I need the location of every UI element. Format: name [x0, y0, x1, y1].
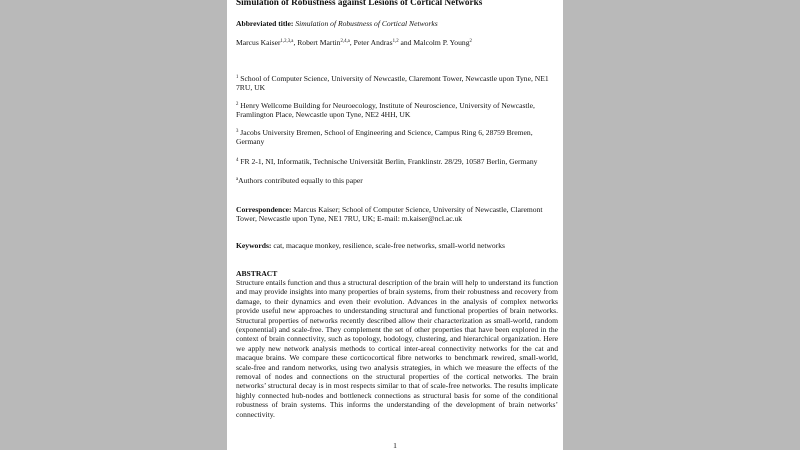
author-list [236, 38, 558, 47]
abstract-heading: ABSTRACT [236, 269, 278, 278]
keywords-text: cat, macaque monkey, resilience, scale-free networks, small-world networks [271, 241, 505, 250]
viewer-background-left [0, 0, 227, 450]
affiliation [236, 128, 558, 147]
author-separator: and [398, 38, 414, 47]
affiliation-mark: 1 [236, 75, 239, 80]
author-name: Robert Martin [297, 38, 341, 47]
affiliation [236, 74, 558, 93]
affiliation-text: Authors contributed equally to this paper [238, 176, 363, 185]
affiliation-text: FR 2-1, NI, Informatik, Technische Universität Berlin, Franklinstr. 28/29, 10587 Berlin, Germany [238, 157, 538, 166]
affiliation [236, 157, 558, 166]
affiliation-mark: a [236, 177, 239, 182]
abbreviated-title-label: Abbreviated title: [236, 19, 294, 28]
author-affiliation-mark: 1,2 [392, 39, 399, 44]
correspondence [236, 205, 558, 224]
abbreviated-title [236, 19, 558, 28]
author-affiliation-mark: 1,2,3,a [280, 39, 294, 44]
correspondence-label: Correspondence: [236, 205, 292, 214]
affiliation [236, 101, 558, 120]
author-name: Marcus Kaiser [236, 38, 281, 47]
page-number: 1 [393, 441, 397, 450]
author-name: Malcolm P. Young [413, 38, 470, 47]
paper-title: Simulation of Robustness against Lesions of Cortical Networks [236, 0, 483, 7]
abstract-body: Structure entails function and thus a structural description of the brain will help to understand its function and may provide insights into many properties of brain systems, from their robustness and recovery from damage, to their dynamics and even their evolution. Advances in the analysis of complex networks provide useful new approaches to understanding structural and functional properties of brain networks. Structural properties of networks recently described allow their characterization as small-world, random (exponential) and scale-free. They complement the set of other properties that have been explored in the context of brain connectivity, such as topology, hodology, clustering, and hierarchical organization. Here we apply new network analysis methods to cortical inter-areal connectivity networks for the cat and macaque brains. We compare these corticocortical fibre networks to benchmark rewired, small-world, scale-free and random networks, using two analysis strategies, in which we measure the effects of the removal of nodes and connections on the structural properties of the cortical networks. The brain networks’ structural decay is in most respects similar to that of scale-free networks. The results implicate highly connected hub-nodes and bottleneck connections as structural basis for some of the conditional robustness of brain systems. This informs the understanding of the development of brain networks’ connectivity. [236, 278, 558, 419]
abbreviated-title-value: Simulation of Robustness of Cortical Networks [295, 19, 438, 28]
affiliation-mark: 4 [236, 158, 239, 163]
author-separator: , [349, 38, 354, 47]
keywords [236, 241, 558, 250]
author-affiliation-mark: 2,4,a [340, 39, 350, 44]
viewer-background-right [563, 0, 800, 450]
author-name: Peter Andras [353, 38, 393, 47]
correspondence-text: Marcus Kaiser; School of Computer Science, University of Newcastle, Claremont Tower, Newcastle upon Tyne, NE1 7RU, UK; E-mail: m.kaiser@ncl.ac.uk [236, 205, 543, 224]
author-separator: , [293, 38, 298, 47]
author-affiliation-mark: 2 [469, 39, 472, 44]
affiliation-text: Henry Wellcome Building for Neuroecology, Institute of Neuroscience, University of Newcastle, Framlington Place, Newcastle upon Tyne, NE2 4HH, UK [236, 101, 535, 120]
equal-contribution-note [236, 176, 558, 185]
affiliation-mark: 2 [236, 102, 239, 107]
affiliation-mark: 3 [236, 129, 239, 134]
affiliation-text: Jacobs University Bremen, School of Engineering and Science, Campus Ring 6, 28759 Bremen, Germany [236, 128, 533, 147]
keywords-label: Keywords: [236, 241, 272, 250]
affiliation-text: School of Computer Science, University of Newcastle, Claremont Tower, Newcastle upon Tyne, NE1 7RU, UK [236, 74, 549, 93]
document-page[interactable] [227, 0, 563, 450]
